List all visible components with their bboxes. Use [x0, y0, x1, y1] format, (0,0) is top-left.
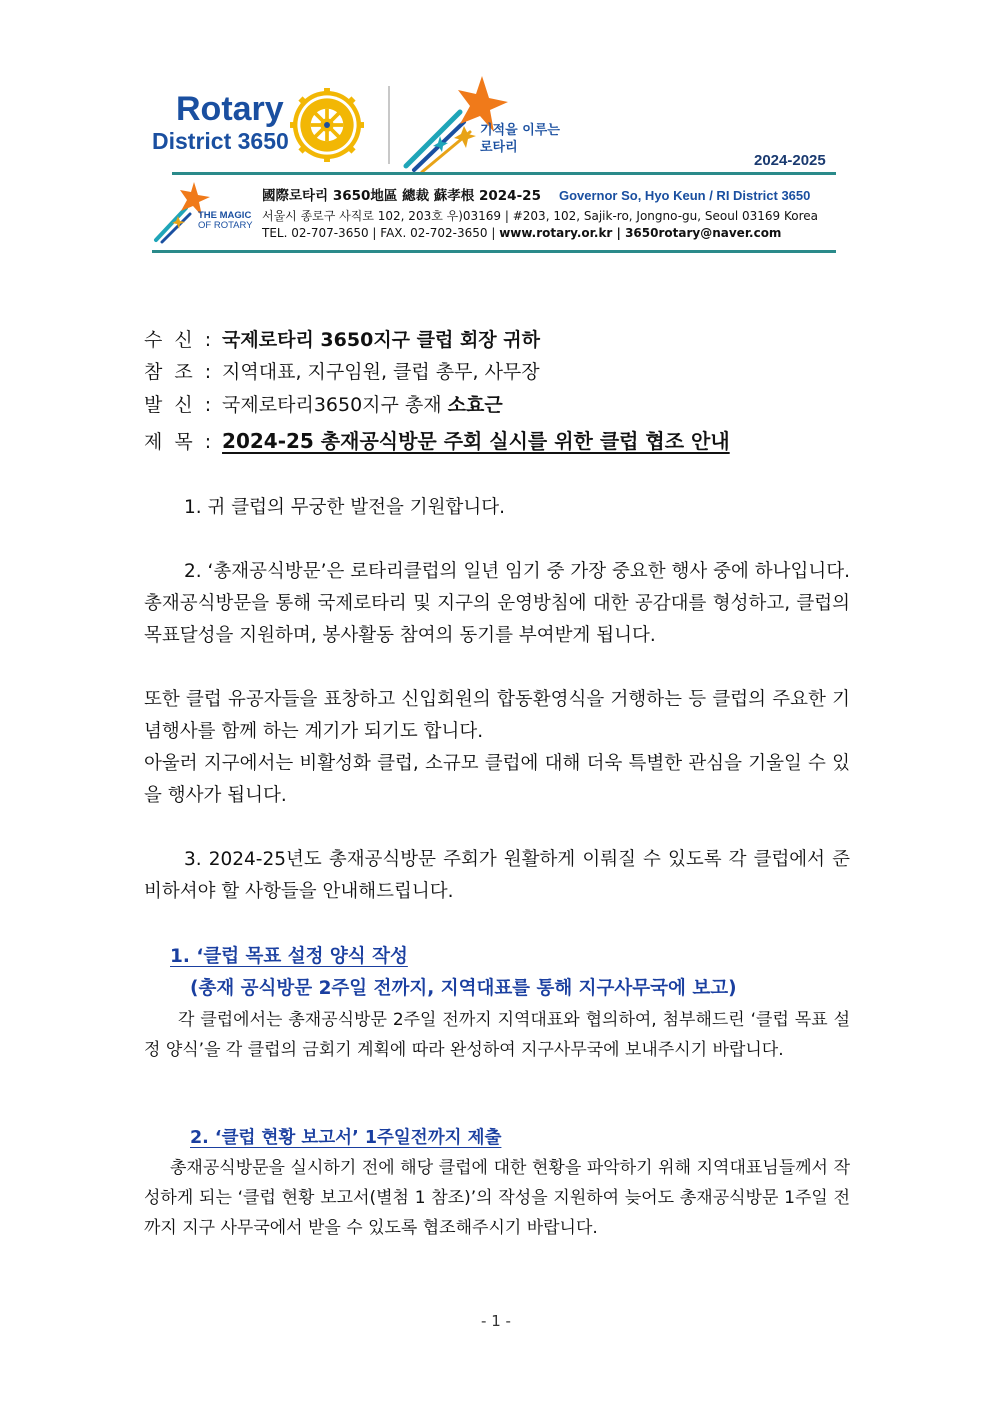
memo-from-name: 소효근	[447, 394, 503, 416]
slogan-line-2: 로타리	[480, 140, 518, 155]
letterhead-contact: TEL. 02-707-3650 | FAX. 02-702-3650 | www.rotary.or.kr | 3650rotary@naver.com	[262, 226, 782, 240]
logo-district-text: District 3650	[152, 128, 289, 154]
memo-ref-value: 지역대표, 지구임원, 클럽 총무, 사무장	[222, 361, 540, 383]
letterhead-title	[262, 184, 810, 204]
memo-subject-value: 2024-25 총재공식방문 주회 실시를 위한 클럽 협조 안내	[222, 429, 730, 453]
paragraph-1: 1. 귀 클럽의 무궁한 발전을 기원합니다.	[184, 497, 506, 518]
memo-ref	[144, 357, 540, 384]
magic-line-1: THE MAGIC	[198, 210, 252, 221]
letterhead-district-governor: 國際로타리 3650地區 總裁 蘇孝根 2024-25	[262, 188, 541, 204]
memo-to	[144, 325, 540, 352]
letterhead-web-email: www.rotary.or.kr | 3650rotary@naver.com	[499, 226, 782, 240]
section-1-text: 각 클럽에서는 총재공식방문 2주일 전까지 지역대표와 협의하여, 첨부해드린 ‘클럽 목표 설정 양식’을 각 클럽의 금회기 계획에 따라 완성하여 지구사무국에 보내주시기 바랍니다.	[144, 1010, 850, 1060]
page-number: - 1 -	[481, 1312, 511, 1330]
section-1-title: 1. ‘클럽 목표 설정 양식 작성	[170, 946, 408, 967]
slogan	[480, 122, 560, 156]
letterhead-address: 서울시 종로구 사직로 102, 203호 우)03169 | #203, 102, Sajik-ro, Jongno-gu, Seoul 03169 Korea	[262, 209, 818, 223]
memo-to-label: 수 신 :	[144, 329, 215, 351]
memo-from-label: 발 신 :	[144, 394, 215, 416]
slogan-line-1: 기적을 이루는	[480, 123, 560, 138]
rotary-year: 2024-2025	[754, 152, 826, 169]
memo-from	[144, 390, 503, 417]
letterhead-governor-en: Governor So, Hyo Keun / RI District 3650	[558, 188, 811, 203]
section-2-title: 2. ‘클럽 현황 보고서’ 1주일전까지 제출	[190, 1128, 502, 1148]
magic-line-2: OF ROTARY	[198, 220, 253, 231]
magic-of-rotary-text	[198, 211, 253, 231]
section-1-subtitle: (총재 공식방문 2주일 전까지, 지역대표를 통해 지구사무국에 보고)	[190, 978, 737, 999]
memo-subject-label: 제 목 :	[144, 431, 215, 453]
paragraph-2-final: 아울러 지구에서는 비활성화 클럽, 소규모 클럽에 대해 더욱 특별한 관심을 기울일 수 있을 행사가 됩니다.	[144, 753, 850, 806]
header-divider	[388, 86, 390, 164]
paragraph-2-continued: 또한 클럽 유공자들을 표창하고 신입회원의 합동환영식을 거행하는 등 클럽의 주요한 기념행사를 함께 하는 계기가 되기도 합니다.	[144, 689, 850, 742]
header-rule-bottom	[152, 250, 836, 253]
memo-to-value: 국제로타리 3650지구 클럽 회장 귀하	[222, 329, 540, 351]
memo-ref-label: 참 조 :	[144, 361, 215, 383]
rotary-wheel-icon	[290, 88, 364, 162]
memo-subject	[144, 425, 730, 454]
header-rule-top	[172, 172, 836, 175]
logo-rotary-text: Rotary	[176, 90, 284, 128]
section-2-text: 총재공식방문을 실시하기 전에 해당 클럽에 대한 현황을 파악하기 위해 지역대표님들께서 작성하게 되는 ‘클럽 현황 보고서(별첨 1 참조)’의 작성을 지원하여 늦어도 총재공식방문 1주일 전까지 지구 사무국에서 받을 수 있도록 협조해주시기 바랍니다.	[144, 1158, 850, 1238]
paragraph-2: 2. ‘총재공식방문’은 로타리클럽의 일년 임기 중 가장 중요한 행사 중에 하나입니다. 총재공식방문을 통해 국제로타리 및 지구의 운영방침에 대한 공감대를 형성하고, 클럽의 목표달성을 지원하며, 봉사활동 참여의 동기를 부여받게 됩니다.	[144, 561, 850, 646]
letterhead-phone-fax: TEL. 02-707-3650 | FAX. 02-702-3650	[262, 226, 488, 240]
paragraph-3: 3. 2024-25년도 총재공식방문 주회가 원활하게 이뤄질 수 있도록 각 클럽에서 준비하셔야 할 사항들을 안내해드립니다.	[144, 849, 850, 902]
memo-from-value: 국제로타리3650지구 총재	[222, 394, 448, 416]
